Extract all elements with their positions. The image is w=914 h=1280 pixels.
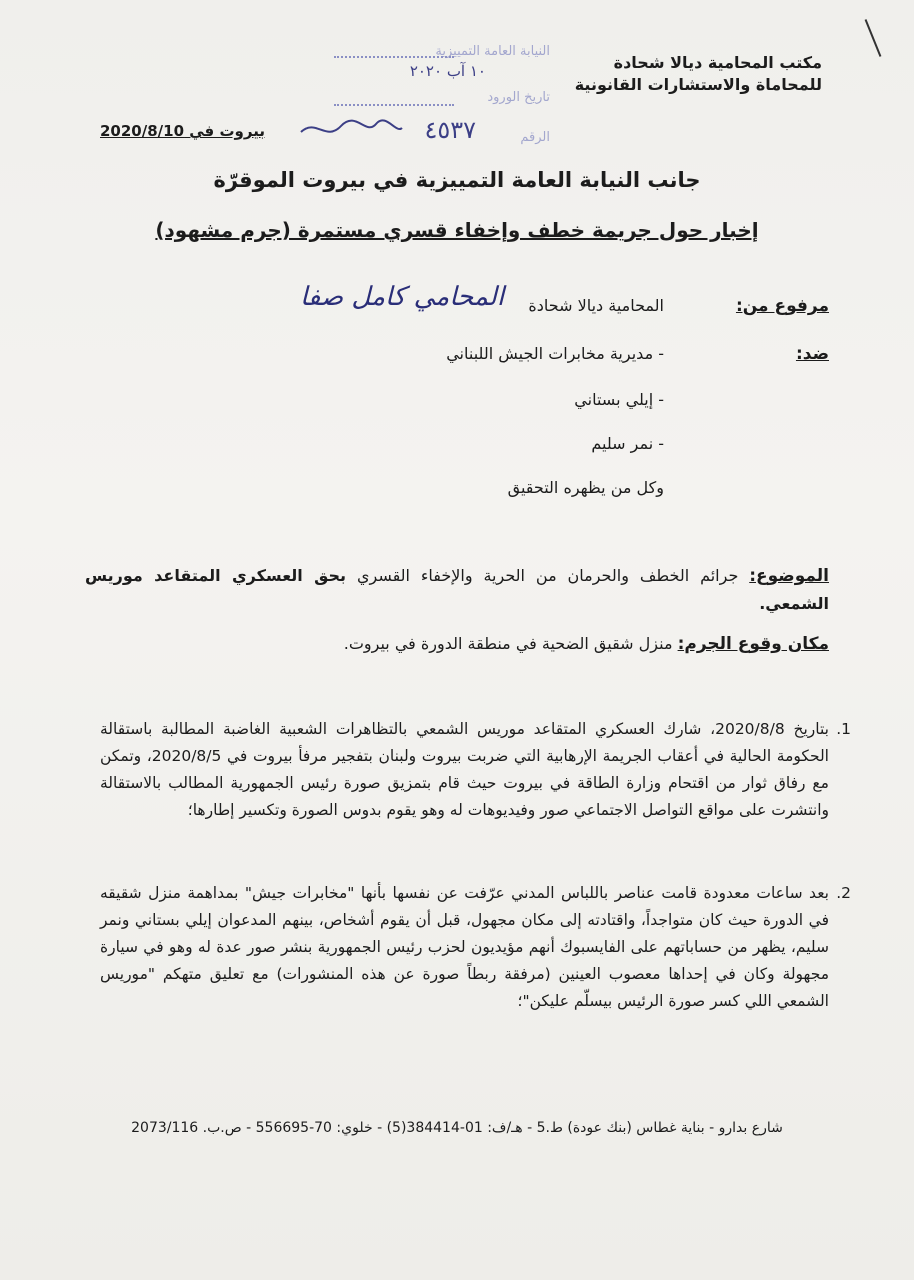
subject-label: الموضوع:: [749, 566, 829, 586]
addressee-title: جانب النيابة العامة التمييزية في بيروت الموقرّة: [213, 168, 701, 192]
stamp-arrival-label: تاريخ الورود: [487, 90, 550, 105]
office-name: مكتب المحامية ديالا شحادة: [613, 53, 822, 72]
paragraph-2: [100, 880, 851, 1015]
stamp-number-label: الرقم: [520, 130, 550, 145]
against-item: - إيلي بستاني: [574, 390, 664, 409]
paragraph-1: [100, 716, 851, 824]
subject-text: جرائم الخطف والحرمان من الحرية والإخفاء القسري: [346, 566, 750, 585]
stamp-authority: النيابة العامة التمييزية: [435, 44, 550, 59]
subject-line: [85, 562, 829, 617]
stamp-handwritten-number: ٤٥٣٧: [424, 116, 476, 144]
from-label: مرفوع من:: [735, 296, 829, 316]
paragraph-text: بعد ساعات معدودة قامت عناصر باللباس المدني عرّفت عن نفسها بأنها "مخابرات جيش" بمداهمة منزل شقيقه في الدورة حيث كان متواجداً، واقتادته إلى مكان مجهول، قبل أن يقوم أشخاص، بينهم المدعوان إيلي بستاني ونمر سليم، يظهر من حساباتهم على الفايسبوك أنهم مؤيديون لحزب رئيس الجمهورية بنشر صور عدة له وهو في سيارة مجهولة وكان في إحداها معصوب العينين (مرفقة ربطاً صورة عن هذه المنشورات) مع تعليق متهكم "موريس الشمعي اللي كسر صورة الرئيس بيسلّم عليكن"؛: [100, 884, 829, 1010]
place-label: مكان وقوع الجرم:: [677, 634, 829, 654]
against-item: - نمر سليم: [591, 434, 664, 453]
document-title: إخبار حول جريمة خطف وإخفاء قسري مستمرة (جرم مشهود): [155, 218, 759, 242]
paragraph-number: 1.: [836, 720, 851, 738]
stamp-dotted-line-2: [334, 104, 454, 106]
against-item: - مديرية مخابرات الجيش اللبناني: [446, 344, 664, 363]
stamp-handwritten-date: ١٠ آب ٢٠٢٠: [409, 62, 486, 80]
stamp-scribble-signature: [296, 114, 406, 144]
place-text: منزل شقيق الضحية في منطقة الدورة في بيروت.: [343, 634, 678, 653]
place-line: [85, 634, 829, 654]
paragraph-text: بتاريخ 2020/8/8، شارك العسكري المتقاعد موريس الشمعي بالتظاهرات الشعبية الغاضبة المطالبة باستقالة الحكومة الحالية في أعقاب الجريمة الإرهابية التي ضربت بيروت ولبنان بتفجير مرفأ بيروت في 2020/8/5، وتمكن مع رفاق ثوار من اقتحام وزارة الطاقة في بيروت حيث قام بتمزيق صورة رئيس الجمهورية المطالب بالاستقالة وانتشرت على مواقع التواصل الاجتماعي صور وفيديوهات له وهو يقوم بدوس الصورة وتكسير إطارها؛: [100, 720, 829, 819]
subject-bold-text: بحق العسكري المتقاعد موريس الشمعي.: [85, 566, 829, 613]
footer-address: شارع بدارو - بناية غطاس (بنك عودة) ط.5 - هـ/ف: 01-384414(5) - خلوي: 70-556695 - ص.ب. 2073/116: [131, 1120, 783, 1136]
handwritten-signature: المحامي كامل صفا: [300, 282, 505, 312]
paragraph-number: 2.: [836, 884, 851, 902]
office-header: [575, 52, 822, 96]
stamp-dotted-line: [334, 56, 454, 58]
pen-mark: [865, 19, 882, 57]
against-item: وكل من يظهره التحقيق: [507, 478, 664, 497]
document-date: بيروت في 2020/8/10: [100, 122, 265, 140]
against-label: ضد:: [795, 344, 829, 364]
office-subtitle: للمحاماة والاستشارات القانونية: [574, 75, 822, 94]
from-value: المحامية ديالا شحادة: [528, 296, 664, 315]
receipt-stamp: [296, 42, 556, 152]
